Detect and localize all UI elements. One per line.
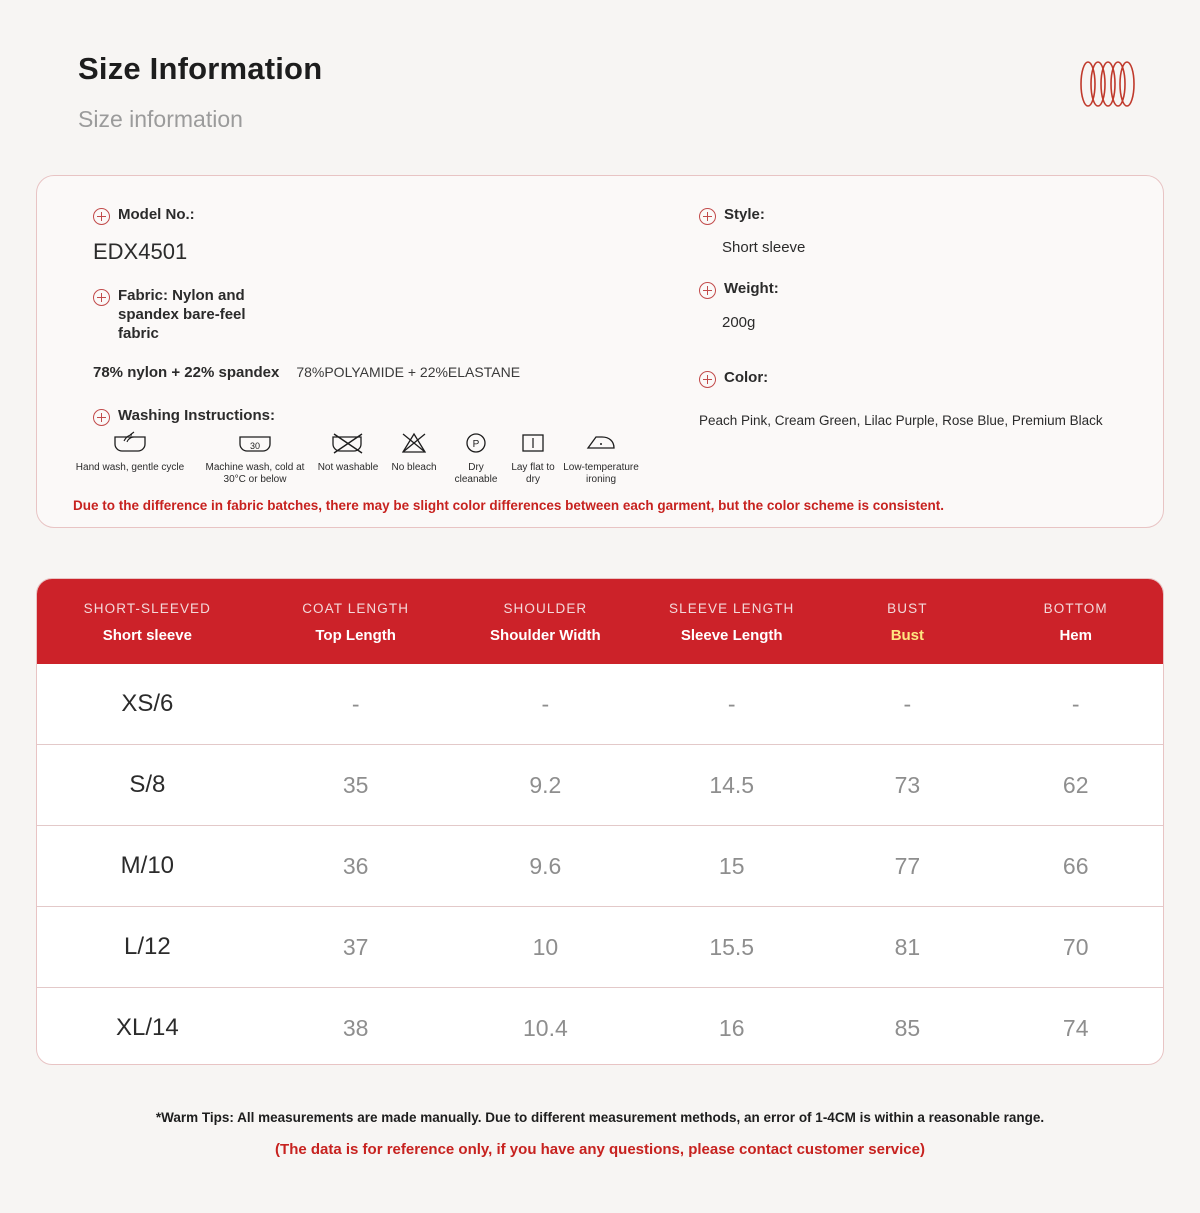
fabric-label: Fabric: Nylon and spandex bare-feel fabric xyxy=(118,287,246,342)
dry-clean-p-icon xyxy=(447,426,505,460)
cell-sleeve-length: - xyxy=(637,664,826,745)
column-header-bottom: Shoulder Width xyxy=(490,627,601,644)
cell-sleeve-length: 14.5 xyxy=(637,745,826,826)
washing-instructions-field xyxy=(93,407,693,426)
lay-flat-to-dry-icon xyxy=(505,426,561,460)
fabric-field xyxy=(93,287,693,343)
cell-size: L/12 xyxy=(37,907,258,988)
column-header-top: SHOULDER xyxy=(503,601,588,616)
cell-top-length: 35 xyxy=(258,745,454,826)
coil-logo-icon xyxy=(1074,54,1140,114)
cell-size: M/10 xyxy=(37,826,258,907)
cell-shoulder-width: 9.6 xyxy=(454,826,638,907)
wash-icon-caption: Not washable xyxy=(317,462,379,473)
cell-sleeve-length: 16 xyxy=(718,1014,745,1041)
page-title: Size Information xyxy=(78,51,323,86)
hand-wash-icon xyxy=(65,426,195,460)
plus-icon xyxy=(699,282,716,299)
cell-bust: 73 xyxy=(826,745,988,826)
column-header-top: BUST xyxy=(887,601,928,616)
wash-icon-caption: Dry cleanable xyxy=(454,462,498,485)
column-header-sleeve-length xyxy=(637,579,826,664)
column-header-top: SHORT-SLEEVED xyxy=(83,601,212,616)
table-row xyxy=(37,664,1163,745)
cell-top-length: 36 xyxy=(258,826,454,907)
table-row xyxy=(37,745,1163,826)
column-header-bottom: Sleeve Length xyxy=(680,627,783,644)
cell-shoulder-width: 10 xyxy=(454,907,638,988)
column-header-top: BOTTOM xyxy=(1043,601,1108,616)
machine-wash-30-icon xyxy=(195,426,315,460)
fabric-composition xyxy=(93,364,693,381)
cell-top-length: - xyxy=(258,664,454,745)
info-right-column xyxy=(699,206,1149,430)
fabric-value: 78% nylon + 22% spandex xyxy=(93,364,280,382)
style-label: Style: xyxy=(724,206,765,223)
page-header xyxy=(78,50,1140,133)
low-temperature-ironing-icon xyxy=(561,426,641,460)
model-no-label: Model No.: xyxy=(118,206,195,223)
product-info-card xyxy=(36,175,1164,528)
style-field xyxy=(699,206,1149,225)
cell-bust: 77 xyxy=(826,826,988,907)
wash-icon-caption: No bleach xyxy=(391,462,437,473)
cell-hem: 74 xyxy=(1062,1014,1089,1041)
cell-top-length: 37 xyxy=(258,907,454,988)
color-field xyxy=(699,369,1149,388)
wash-icon-item xyxy=(65,426,195,474)
table-row xyxy=(37,988,1163,1066)
wash-icon-item xyxy=(195,426,315,485)
cell-hem: 66 xyxy=(988,826,1163,907)
svg-text:P: P xyxy=(472,439,480,450)
weight-label: Weight: xyxy=(724,280,779,297)
fabric-value-alt: 78%POLYAMIDE + 22%ELASTANE xyxy=(296,364,521,381)
table-row xyxy=(37,826,1163,907)
wash-icon-item xyxy=(381,426,447,474)
column-header-short-sleeved xyxy=(37,579,258,664)
size-table xyxy=(37,579,1163,1065)
plus-icon xyxy=(699,371,716,388)
cell-size: S/8 xyxy=(37,745,258,826)
size-table-card xyxy=(36,578,1164,1065)
svg-text:30: 30 xyxy=(249,441,261,451)
washing-icon-row xyxy=(65,426,1125,485)
cell-bust: 81 xyxy=(826,907,988,988)
model-no-field xyxy=(93,206,693,225)
plus-icon xyxy=(93,409,110,426)
wash-icon-caption: Low-temperature ironing xyxy=(563,462,639,485)
wash-icon-caption: Machine wash, cold at 30°C or below xyxy=(205,462,305,485)
cell-sleeve-length: 15 xyxy=(637,826,826,907)
not-washable-icon xyxy=(315,426,381,460)
wash-icon-item xyxy=(315,426,381,474)
plus-icon xyxy=(93,208,110,225)
no-bleach-icon xyxy=(381,426,447,460)
color-difference-note: Due to the difference in fabric batches, there may be slight color differences between each garment, but the color scheme is consistent. xyxy=(73,498,944,513)
column-header-bottom: Hem xyxy=(1059,627,1092,644)
wash-icon-item xyxy=(505,426,561,485)
size-table-head xyxy=(37,579,1163,664)
wash-icon-item xyxy=(561,426,641,485)
column-header-bust xyxy=(826,579,988,664)
warm-tips-text: *Warm Tips: All measurements are made manually. Due to different measurement methods, an error of 1-4CM is within a reasonable range. xyxy=(155,1110,1045,1125)
wash-icon-caption: Hand wash, gentle cycle xyxy=(75,462,185,473)
plus-icon xyxy=(93,289,110,306)
cell-hem: - xyxy=(988,664,1163,745)
info-left-column xyxy=(93,206,693,426)
washing-instructions-label: Washing Instructions: xyxy=(118,407,275,425)
cell-hem: 70 xyxy=(988,907,1163,988)
color-label: Color: xyxy=(724,369,769,386)
cell-bust: - xyxy=(826,664,988,745)
table-row xyxy=(37,907,1163,988)
column-header-bottom: Bust xyxy=(890,627,925,644)
column-header-coat-length xyxy=(258,579,454,664)
cell-top-length: 38 xyxy=(342,1014,369,1041)
cell-shoulder-width: - xyxy=(454,664,638,745)
column-header-bottom: Top Length xyxy=(315,627,396,644)
column-header-top: COAT LENGTH xyxy=(302,601,410,616)
plus-icon xyxy=(699,208,716,225)
style-value: Short sleeve xyxy=(722,239,806,256)
size-table-header-row xyxy=(37,579,1163,664)
wash-icon-item xyxy=(447,426,505,485)
weight-value: 200g xyxy=(722,314,756,331)
model-no-value: EDX4501 xyxy=(93,239,188,264)
weight-field xyxy=(699,280,1149,299)
cell-bust: 85 xyxy=(894,1014,921,1041)
size-table-body xyxy=(37,664,1163,1065)
wash-icon-caption: Lay flat to dry xyxy=(511,462,555,485)
cell-size: XL/14 xyxy=(115,1014,179,1041)
reference-note-text: (The data is for reference only, if you have any questions, please contact customer service) xyxy=(275,1141,925,1158)
column-header-top: SLEEVE LENGTH xyxy=(669,601,795,616)
cell-size: XS/6 xyxy=(37,664,258,745)
cell-shoulder-width: 10.4 xyxy=(522,1014,568,1041)
cell-sleeve-length: 15.5 xyxy=(637,907,826,988)
column-header-bottom-hem xyxy=(988,579,1163,664)
cell-shoulder-width: 9.2 xyxy=(454,745,638,826)
column-header-shoulder xyxy=(454,579,638,664)
cell-hem: 62 xyxy=(988,745,1163,826)
color-value: Peach Pink, Cream Green, Lilac Purple, Rose Blue, Premium Black xyxy=(699,413,1103,428)
column-header-bottom: Short sleeve xyxy=(102,627,192,644)
page-subtitle: Size information xyxy=(78,106,243,133)
